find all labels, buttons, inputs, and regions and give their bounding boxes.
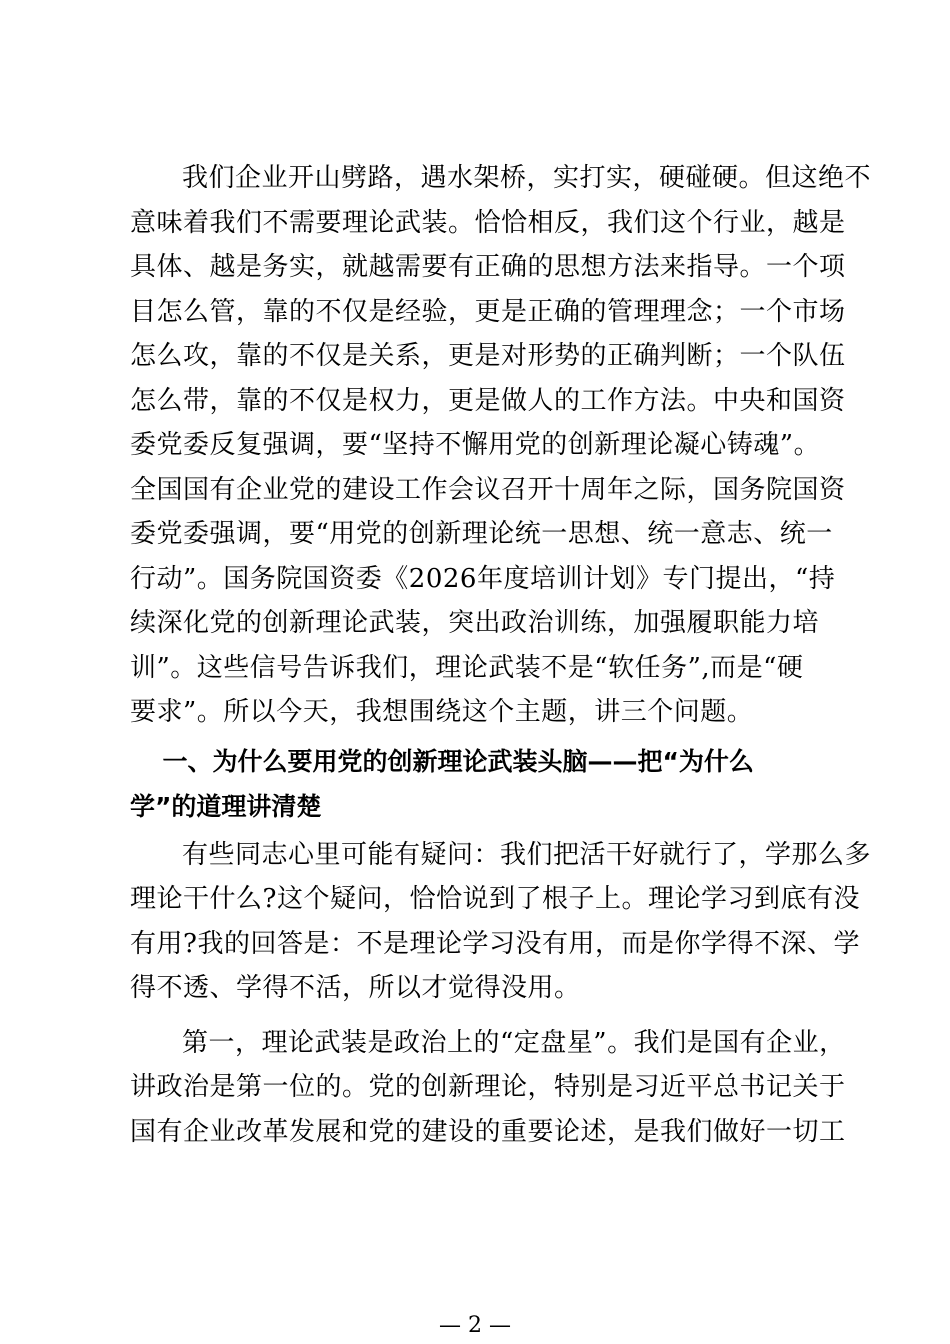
text-line: 有用?我的回答是：不是理论学习没有用，而是你学得不深、学 (130, 928, 860, 959)
text-line: 目怎么管，靠的不仅是经验，更是正确的管理理念；一个市场 (130, 296, 846, 327)
text-line: 得不透、学得不活，所以才觉得没用。 (130, 973, 581, 1003)
text-line: 理论干什么?这个疑问，恰恰说到了根子上。理论学习到底有没 (130, 884, 860, 914)
page-number: — 2 — (439, 1313, 511, 1338)
section-heading-1 (130, 739, 828, 829)
heading-line: 一、为什么要用党的创新理论武装头脑——把“为什么 (162, 746, 754, 776)
text-line: 行动”。国务院国资委《2026年度培训计划》专门提出，“持 (130, 563, 836, 594)
text-line: 第一，理论武装是政治上的“定盘星”。我们是国有企业， (182, 1027, 846, 1058)
paragraph-first-point (130, 1021, 846, 1155)
text-line: 意味着我们不需要理论武装。恰恰相反，我们这个行业，越是 (130, 207, 846, 238)
text-line: 有些同志心里可能有疑问：我们把活干好就行了，学那么多 (182, 839, 872, 870)
text-line: 具体、越是务实，就越需要有正确的思想方法来指导。一个项 (130, 252, 846, 282)
text-line: 委党委强调，要“用党的创新理论统一思想、统一意志、统一 (130, 519, 833, 549)
text-line: 训”。这些信号告诉我们，理论武装不是“软任务”,而是“硬 (130, 652, 804, 683)
text-line: 怎么攻，靠的不仅是关系，更是对形势的正确判断；一个队伍 (130, 341, 846, 371)
text-line: 续深化党的创新理论武装，突出政治训练，加强履职能力培 (130, 608, 820, 638)
text-line: 委党委反复强调，要“坚持不懈用党的创新理论凝心铸魂”。 (130, 430, 821, 460)
text-line: 怎么带，靠的不仅是权力，更是做人的工作方法。中央和国资 (130, 385, 846, 416)
text-line: 全国国有企业党的建设工作会议召开十周年之际，国务院国资 (130, 474, 846, 505)
text-line: 我们企业开山劈路，遇水架桥，实打实，硬碰硬。但这绝不 (182, 163, 872, 193)
heading-line: 学”的道理讲清楚 (130, 791, 322, 821)
paragraph-question (130, 833, 872, 1011)
text-line: 国有企业改革发展和党的建设的重要论述，是我们做好一切工 (130, 1116, 846, 1147)
text-line: 讲政治是第一位的。党的创新理论，特别是习近平总书记关于 (130, 1072, 846, 1102)
text-line: 要求”。所以今天，我想围绕这个主题，讲三个问题。 (130, 697, 754, 727)
paragraph-opening (130, 156, 872, 735)
document-body (130, 156, 872, 1154)
